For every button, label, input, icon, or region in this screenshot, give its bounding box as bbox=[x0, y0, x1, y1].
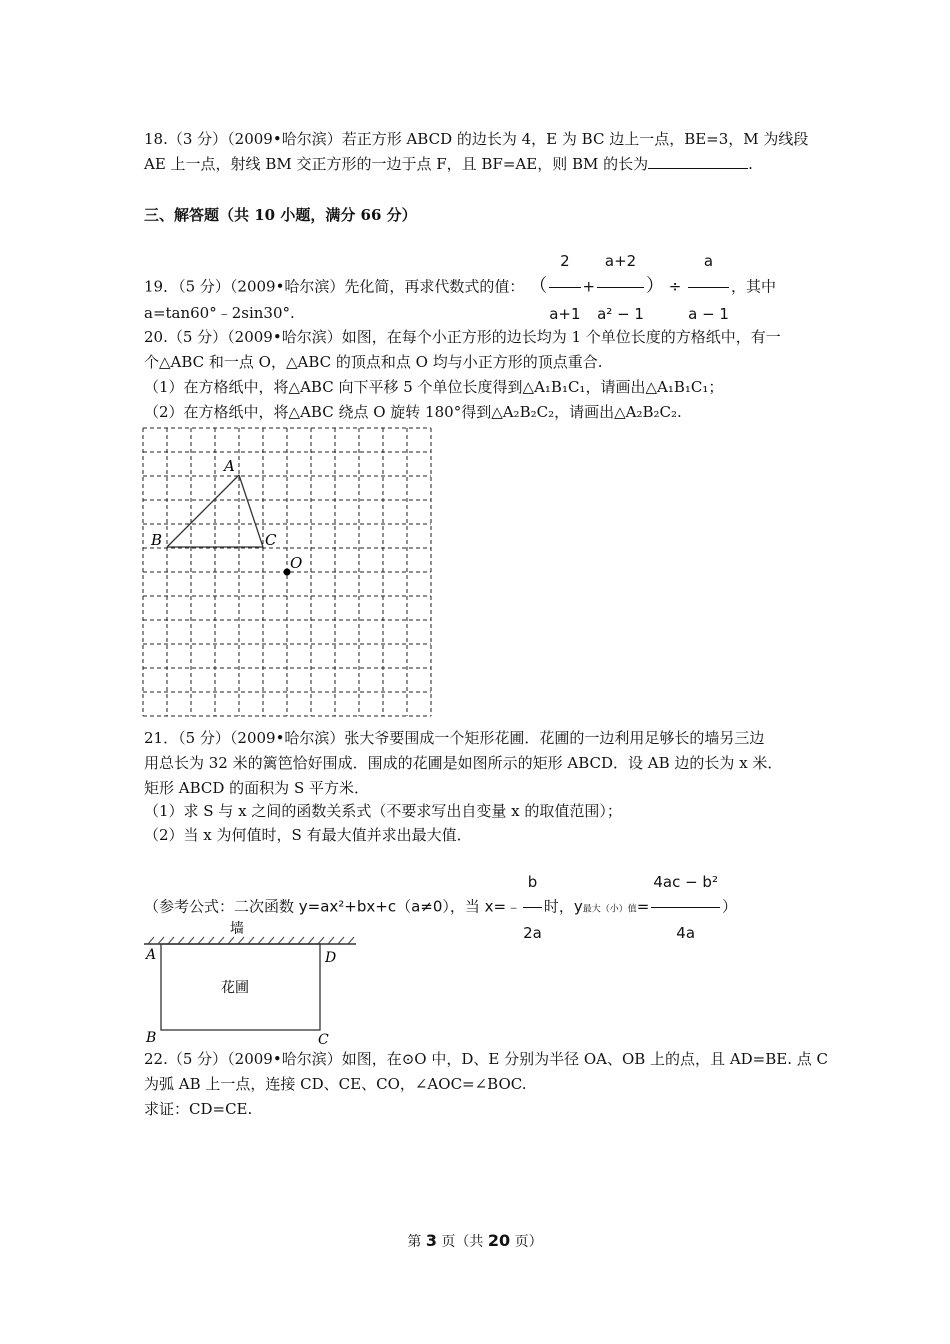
wall-hatch-mark bbox=[248, 937, 254, 944]
q21-line2: 用总长为 32 米的篱笆恰好围成．围成的花圃是如图所示的矩形 ABCD．设 AB 边的长为 x 米． bbox=[144, 754, 783, 772]
q19-fraction-1 bbox=[549, 236, 580, 339]
label-b: B bbox=[151, 531, 163, 549]
q19-prefix: 19．（5 分）（2009•哈尔滨）先化简，再求代数式的值： bbox=[144, 277, 525, 296]
wall-hatch-mark bbox=[238, 937, 244, 944]
wall-hatch-mark bbox=[198, 937, 204, 944]
wall-hatch-mark bbox=[318, 937, 324, 944]
label-b: B bbox=[146, 1030, 157, 1046]
label-c: C bbox=[265, 531, 277, 549]
page-footer bbox=[0, 1231, 950, 1251]
formula-end: ） bbox=[721, 897, 737, 916]
q20-line2: 个△ABC 和一点 O，△ABC 的顶点和点 O 均与小正方形的顶点重合. bbox=[144, 353, 603, 371]
q18-line2 bbox=[144, 153, 753, 174]
fraction-numerator: a+2 bbox=[597, 236, 644, 288]
label-a: A bbox=[146, 947, 157, 963]
q18-line2-end: . bbox=[748, 155, 753, 173]
q19-open-paren: （ bbox=[529, 275, 548, 297]
q18-line2-text: AE 上一点，射线 BM 交正方形的一边于点 F，且 BF=AE，则 BM 的长为 bbox=[144, 155, 649, 173]
q19-line1 bbox=[144, 236, 776, 339]
footer-pre: 第 bbox=[407, 1234, 426, 1250]
q21-garden-figure bbox=[140, 915, 362, 1047]
answer-blank bbox=[648, 154, 748, 169]
wall-label: 墙 bbox=[230, 921, 244, 937]
fraction-denominator: 4a bbox=[676, 924, 696, 942]
wall-hatch-mark bbox=[168, 937, 174, 944]
fraction-numerator: a bbox=[688, 236, 729, 288]
section-3-title: 三、解答题（共 10 小题，满分 66 分） bbox=[144, 206, 417, 224]
q21-line1: 21．（5 分）（2009•哈尔滨）张大爷要围成一个矩形花圃．花圃的一边利用足够长的墙另三边 bbox=[144, 729, 765, 747]
wall-hatch-mark bbox=[288, 937, 294, 944]
q19-fraction-3 bbox=[688, 236, 729, 339]
formula-mid: 时，y bbox=[543, 897, 583, 916]
formula-subscript: 最大（小）值 bbox=[582, 904, 637, 915]
q21-line5: （2）当 x 为何值时，S 有最大值并求出最大值． bbox=[144, 826, 472, 844]
formula-prefix: （参考公式：二次函数 y=ax²+bx+c（a≠0），当 x=﹣ bbox=[144, 897, 522, 916]
total-pages: 20 bbox=[487, 1231, 511, 1250]
q20-grid-figure bbox=[140, 425, 436, 719]
wall-hatch-mark bbox=[278, 937, 284, 944]
wall-hatch-mark bbox=[338, 937, 344, 944]
label-a: A bbox=[224, 457, 235, 475]
q21-line3: 矩形 ABCD 的面积为 S 平方米． bbox=[144, 779, 369, 797]
q19-line2: a=tan60°﹣2sin30°. bbox=[144, 304, 295, 322]
footer-post: 页） bbox=[510, 1234, 543, 1250]
wall-hatching bbox=[148, 937, 354, 944]
q22-line1: 22.（5 分）（2009•哈尔滨）如图，在⊙O 中，D、E 分别为半径 OA、OB 上的点，且 AD=BE. 点 C bbox=[144, 1050, 829, 1068]
garden-label: 花圃 bbox=[221, 980, 249, 996]
q19-plus: + bbox=[582, 277, 596, 296]
q20-line4: （2）在方格纸中，将△ABC 绕点 O 旋转 180°得到△A₂B₂C₂，请画出△A₂B₂C₂. bbox=[144, 403, 682, 421]
q22-line2: 为弧 AB 上一点，连接 CD、CE、CO，∠AOC=∠BOC. bbox=[144, 1075, 527, 1093]
wall-hatch-mark bbox=[308, 937, 314, 944]
formula-fraction-b bbox=[523, 858, 542, 957]
q20-line1: 20.（5 分）（2009•哈尔滨）如图，在每个小正方形的边长均为 1 个单位长度的方格纸中，有一 bbox=[144, 328, 781, 346]
triangle-side-ac bbox=[239, 475, 263, 547]
fraction-numerator: 4ac − b² bbox=[651, 858, 720, 908]
q20-line3: （1）在方格纸中，将△ABC 向下平移 5 个单位长度得到△A₁B₁C₁，请画出△A₁B₁C₁； bbox=[144, 378, 724, 396]
wall-hatch-mark bbox=[148, 937, 154, 944]
wall-hatch-mark bbox=[258, 937, 264, 944]
wall-hatch-mark bbox=[188, 937, 194, 944]
q19-close-paren: ） bbox=[645, 275, 664, 297]
q21-line4: （1）求 S 与 x 之间的函数关系式（不要求写出自变量 x 的取值范围）； bbox=[144, 802, 622, 820]
wall-hatch-mark bbox=[228, 937, 234, 944]
fraction-denominator: a² − 1 bbox=[597, 305, 644, 323]
fraction-denominator: a − 1 bbox=[688, 305, 729, 323]
fraction-numerator: 2 bbox=[549, 236, 580, 288]
wall-hatch-mark bbox=[348, 937, 354, 944]
label-o: O bbox=[290, 554, 303, 572]
q18-line1: 18.（3 分）（2009•哈尔滨）若正方形 ABCD 的边长为 4，E 为 BC 边上一点，BE=3，M 为线段 bbox=[144, 130, 809, 148]
q19-fraction-2 bbox=[597, 236, 644, 339]
wall-hatch-mark bbox=[328, 937, 334, 944]
page-number: 3 bbox=[425, 1231, 437, 1250]
triangle-side-ba bbox=[167, 475, 239, 547]
formula-fraction-max bbox=[651, 858, 720, 957]
wall-hatch-mark bbox=[208, 937, 214, 944]
footer-mid: 页（共 bbox=[436, 1234, 488, 1250]
wall-hatch-mark bbox=[218, 937, 224, 944]
label-c: C bbox=[318, 1032, 329, 1047]
fraction-numerator: b bbox=[523, 858, 542, 908]
formula-equals: = bbox=[636, 897, 650, 916]
wall-hatch-mark bbox=[178, 937, 184, 944]
wall-hatch-mark bbox=[298, 937, 304, 944]
wall-hatch-mark bbox=[158, 937, 164, 944]
q22-line3: 求证：CD=CE. bbox=[144, 1100, 253, 1118]
fraction-denominator: 2a bbox=[523, 924, 542, 942]
wall-hatch-mark bbox=[268, 937, 274, 944]
fraction-denominator: a+1 bbox=[549, 305, 581, 323]
q19-divide: ÷ bbox=[668, 277, 682, 296]
label-d: D bbox=[325, 950, 337, 966]
q19-suffix: ，其中 bbox=[730, 277, 776, 296]
